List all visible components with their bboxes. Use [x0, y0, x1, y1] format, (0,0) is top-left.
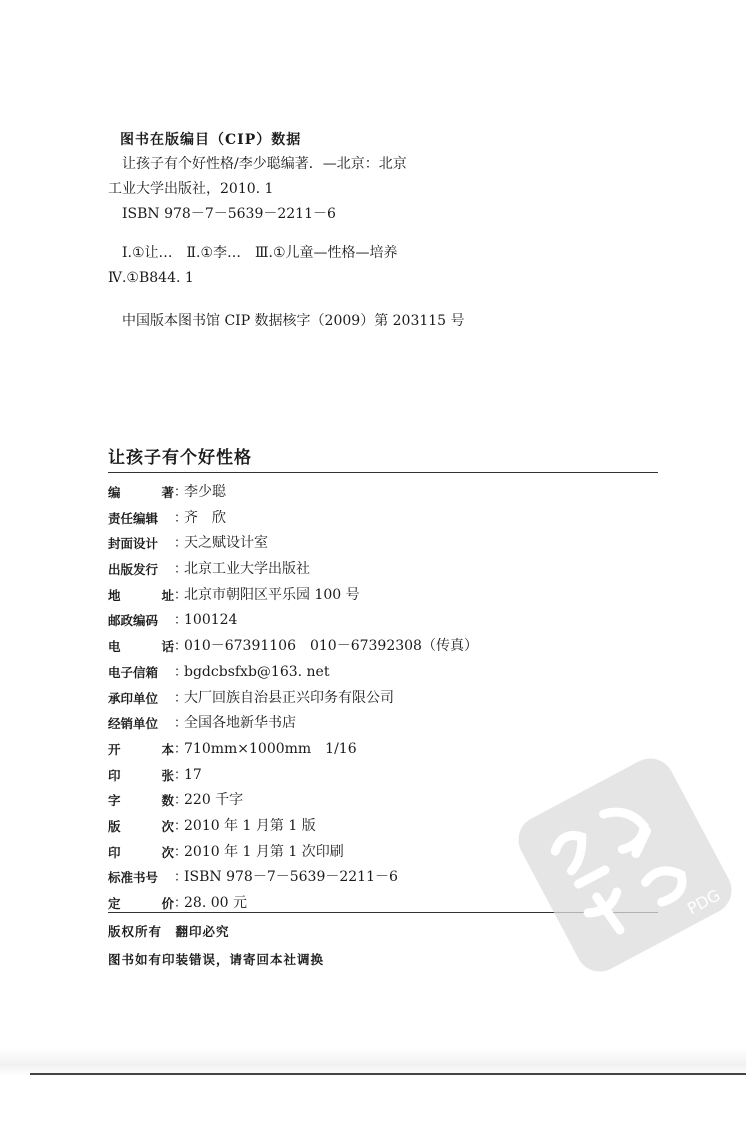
- info-label-part: 数: [161, 793, 174, 809]
- info-label-part: 封面设计: [108, 536, 159, 552]
- info-label: [108, 865, 174, 891]
- info-label: [108, 763, 174, 789]
- book-title: 让孩子有个好性格: [108, 448, 252, 468]
- info-label: [108, 557, 174, 583]
- info-colon: ：: [174, 613, 188, 629]
- scan-edge-line: [30, 1073, 746, 1075]
- info-label-part: 标准书号: [108, 870, 159, 886]
- info-colon: ：: [174, 716, 188, 732]
- info-colon: ：: [174, 793, 188, 809]
- info-colon: ：: [174, 562, 188, 578]
- info-label-part: 地: [108, 587, 121, 603]
- info-colon: ：: [174, 767, 188, 783]
- info-label-part: 责任编辑: [108, 510, 159, 526]
- cip-classification-number: Ⅳ.①B844. 1: [108, 270, 194, 286]
- seal-watermark-icon: [500, 740, 746, 990]
- info-row: [108, 711, 668, 737]
- info-label-part: 次: [161, 844, 174, 860]
- info-colon: ：: [174, 587, 188, 603]
- info-label: [108, 686, 174, 712]
- info-label: [108, 531, 174, 557]
- info-value: 220 千字: [184, 792, 244, 809]
- cip-record-number: 中国版本图书馆 CIP 数据核字（2009）第 203115 号: [122, 313, 465, 329]
- info-label-part: 本: [161, 741, 174, 757]
- info-label-part: 编: [108, 485, 121, 500]
- info-label: [108, 480, 174, 506]
- title-divider: [108, 472, 658, 473]
- info-label: [108, 711, 174, 737]
- info-value: 710mm×1000mm 1/16: [184, 740, 357, 757]
- info-value: 大厂回族自治县正兴印务有限公司: [184, 689, 394, 706]
- info-colon: ：: [174, 664, 188, 680]
- info-colon: ：: [174, 510, 188, 526]
- info-label-part: 电子信箱: [108, 664, 159, 680]
- info-label-part: 经销单位: [108, 716, 159, 732]
- info-label: [108, 634, 174, 660]
- info-label-part: 开: [108, 741, 121, 757]
- cip-title-line: 让孩子有个好性格/李少聪编著．—北京：北京: [122, 156, 407, 172]
- info-colon: ：: [174, 485, 188, 500]
- info-value: 2010 年 1 月第 1 次印刷: [184, 843, 344, 860]
- info-colon: ：: [174, 536, 188, 552]
- info-label-part: 印: [108, 767, 121, 783]
- info-label-part: 印: [108, 844, 121, 860]
- seal-text: PDG: [684, 885, 724, 919]
- info-colon: ：: [174, 896, 188, 911]
- info-label-part: 址: [161, 587, 174, 603]
- info-label-part: 版: [108, 818, 121, 834]
- info-label-part: 电: [108, 639, 121, 655]
- cip-classification-line: Ⅰ.①让… Ⅱ.①李… Ⅲ.①儿童—性格—培养: [122, 245, 398, 261]
- info-colon: ：: [174, 818, 188, 834]
- info-value: ISBN 978－7－5639－2211－6: [184, 869, 398, 886]
- info-label-part: 字: [108, 793, 121, 809]
- info-colon: ：: [174, 870, 188, 886]
- info-label-part: 次: [161, 818, 174, 834]
- info-value: 李少聪: [184, 484, 226, 500]
- info-label: [108, 840, 174, 866]
- cip-isbn-line: ISBN 978－7－5639－2211－6: [122, 206, 336, 222]
- info-colon: ：: [174, 690, 188, 706]
- info-colon: ：: [174, 844, 188, 860]
- info-row: [108, 583, 668, 609]
- info-label-part: 著: [161, 485, 174, 500]
- info-label: [108, 788, 174, 814]
- info-value: 北京工业大学出版社: [184, 561, 310, 578]
- info-row: [108, 634, 668, 660]
- info-label: [108, 583, 174, 609]
- info-label-part: 承印单位: [108, 690, 159, 706]
- scan-shadow: [0, 1048, 746, 1076]
- info-row: [108, 531, 668, 557]
- info-value: 齐 欣: [184, 509, 226, 526]
- cip-block: [108, 128, 668, 334]
- info-value: 2010 年 1 月第 1 版: [184, 817, 316, 834]
- info-value: 17: [184, 766, 202, 783]
- info-row: [108, 506, 668, 532]
- cip-publisher-line: 工业大学出版社，2010. 1: [108, 181, 274, 197]
- info-value: 天之赋设计室: [184, 535, 268, 552]
- info-value: 100124: [184, 612, 238, 629]
- cip-heading: 图书在版编目（CIP）数据: [120, 132, 302, 148]
- info-label-part: 张: [161, 767, 174, 783]
- info-row: [108, 608, 668, 634]
- info-label: [108, 814, 174, 840]
- info-value: 北京市朝阳区平乐园 100 号: [184, 586, 360, 603]
- info-value: bgdcbsfxb@163. net: [184, 663, 330, 680]
- info-row: [108, 480, 668, 506]
- info-value: 全国各地新华书店: [184, 715, 296, 732]
- info-value: 28. 00 元: [184, 895, 247, 911]
- info-label: [108, 608, 174, 634]
- info-label-part: 邮政编码: [108, 613, 159, 629]
- info-label-part: 价: [161, 896, 174, 911]
- info-value: 010－67391106 010－67392308（传真）: [184, 638, 478, 655]
- info-label-part: 话: [161, 639, 174, 655]
- misprint-notice: 图书如有印装错误，请寄回本社调换: [108, 952, 325, 967]
- info-row: [108, 686, 668, 712]
- info-row: [108, 557, 668, 583]
- info-label-part: 出版发行: [108, 562, 159, 578]
- copyright-notice: 版权所有 翻印必究: [108, 924, 230, 939]
- info-label: [108, 737, 174, 763]
- info-label: [108, 506, 174, 532]
- info-label-part: 定: [108, 896, 121, 911]
- info-row: [108, 660, 668, 686]
- info-label: [108, 660, 174, 686]
- info-colon: ：: [174, 741, 188, 757]
- info-colon: ：: [174, 639, 188, 655]
